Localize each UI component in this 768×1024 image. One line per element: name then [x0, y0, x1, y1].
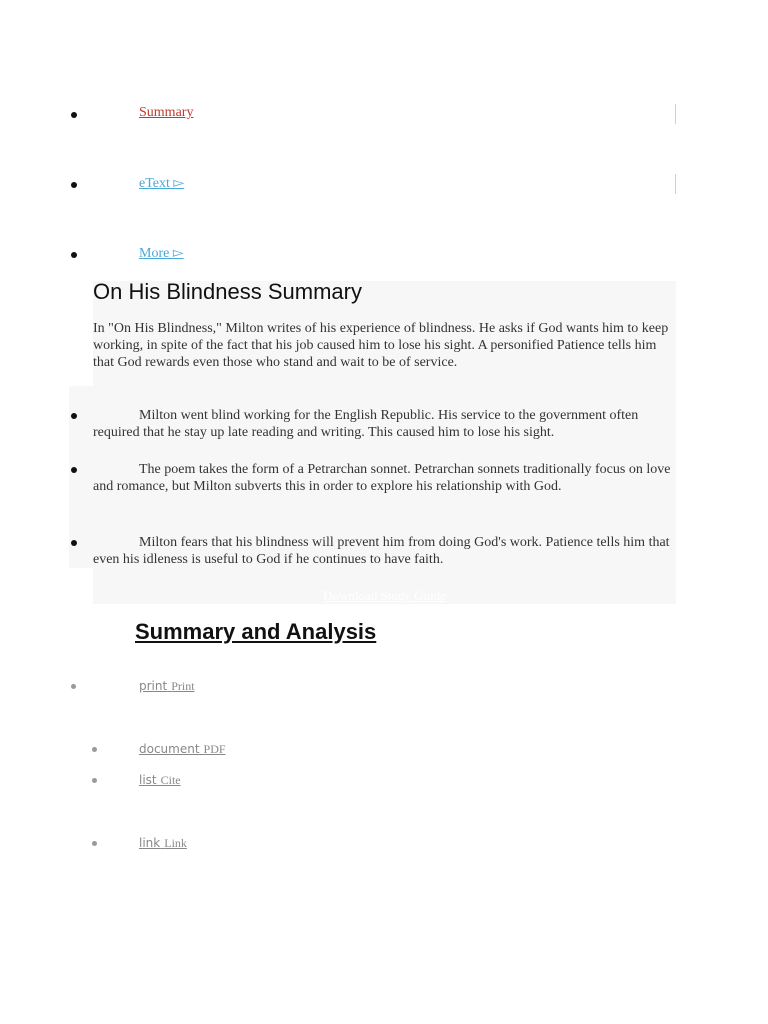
link-button[interactable] [139, 834, 187, 852]
link-label: Link [164, 836, 187, 850]
tool-bullet [92, 778, 97, 783]
summary-point [93, 534, 675, 568]
summary-point [93, 461, 673, 495]
print-button[interactable] [139, 677, 195, 695]
summary-point-bullet [71, 467, 77, 473]
link-icon: link [139, 836, 161, 850]
pdf-label: PDF [203, 742, 226, 756]
tool-bullet [71, 684, 76, 689]
summary-analysis-title[interactable]: Summary and Analysis [135, 619, 377, 644]
nav-divider [675, 104, 676, 124]
nav-bullet [71, 182, 77, 188]
cite-label: Cite [160, 773, 181, 787]
summary-point-bullet [71, 413, 77, 419]
summary-title: On His Blindness Summary [93, 279, 362, 304]
nav-bullet [71, 112, 77, 118]
tool-bullet [92, 747, 97, 752]
print-icon: print [139, 679, 168, 693]
nav-link-more[interactable]: More ▻ [139, 246, 184, 261]
summary-point-text: Milton went blind working for the English Republic. His service to the government often required that he stay up late reading and writing. This caused him to lose his sight. [93, 408, 639, 440]
nav-link-etext[interactable]: eText ▻ [139, 176, 185, 191]
nav-divider [675, 174, 676, 194]
summary-point [93, 407, 668, 441]
download-study-guide-link[interactable]: Download Study Guide [323, 588, 446, 603]
summary-point-bullet [71, 540, 77, 546]
document-icon: document [139, 742, 200, 756]
summary-intro: In "On His Blindness," Milton writes of his experience of blindness. He asks if God wants him to keep working, in spite of the fact that his job caused him to lose his sight. A personified Patience tells him that God rewards even those who stand and wait to be of service. [93, 321, 669, 370]
print-label: Print [171, 679, 195, 693]
summary-point-text: Milton fears that his blindness will prevent him from doing God's work. Patience tells him that even his idleness is useful to God if he continues to have faith. [93, 535, 670, 567]
list-icon: list [139, 773, 157, 787]
pdf-button[interactable] [139, 740, 226, 758]
summary-point-text: The poem takes the form of a Petrarchan sonnet. Petrarchan sonnets traditionally focus on love and romance, but Milton subverts this in order to explore his relationship with God. [93, 462, 671, 494]
tool-bullet [92, 841, 97, 846]
cite-button[interactable] [139, 771, 181, 789]
nav-bullet [71, 252, 77, 258]
nav-link-summary[interactable]: Summary [139, 105, 194, 120]
